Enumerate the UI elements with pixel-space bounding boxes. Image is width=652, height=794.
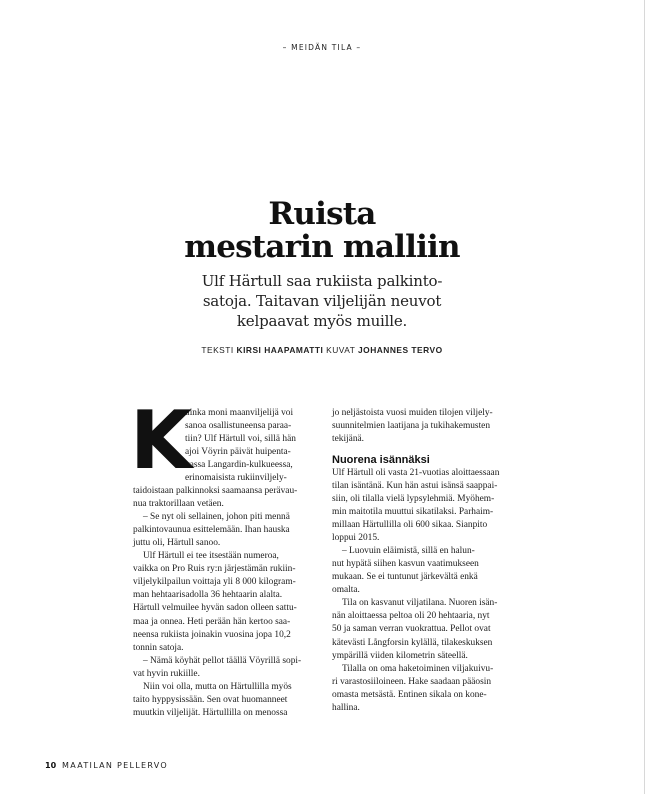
- text-line: Härtull velmuilee hyvän sadon olleen sattu-: [133, 603, 297, 614]
- text-line: min maitotila muuttui sikatilaksi. Parhaim-: [332, 507, 494, 518]
- text-line: maa ja onnea. Heti perään hän kertoo saa-: [133, 616, 291, 627]
- article-title: [0, 198, 644, 264]
- text-line: erinomaisista rukiinviljely-: [185, 473, 287, 484]
- text-line: omalta.: [332, 585, 360, 596]
- magazine-name: MAATILAN PELLERVO: [62, 761, 169, 770]
- text-line: vaikka on Pro Ruis ry:n järjestämän rukiin-: [133, 564, 296, 575]
- title-line: mestarin malliin: [184, 229, 460, 265]
- text-line: sanoa osallistuneensa paraa-: [185, 421, 292, 432]
- subheading: Nuorena isännäksi: [332, 454, 430, 467]
- text-line: neensa rukiista joinakin vuosina jopa 10,2: [133, 629, 291, 640]
- text-line: mukaan. Se ei tuntunut järkevältä enkä: [332, 572, 478, 583]
- text-line: uinka moni maanviljelijä voi: [185, 408, 294, 418]
- text-line: Niin voi olla, mutta on Härtullilla myös: [143, 681, 292, 692]
- lead-line: Ulf Härtull saa rukiista palkinto-: [201, 272, 443, 290]
- text-line: nut hypätä siihen kasvun vaatimukseen: [332, 559, 479, 570]
- body-column-left: [130, 394, 309, 720]
- article-lead: [0, 271, 644, 331]
- text-line: Ulf Härtull oli vasta 21-vuotias aloittaessaan: [332, 468, 500, 479]
- text-line: man hehtaarisadolla 36 hehtaarin alalta.: [133, 590, 283, 601]
- drop-cap: K: [130, 394, 192, 487]
- text-line: siin, oli tilalla vielä lypsylehmiä. Myöhem-: [332, 494, 495, 505]
- text-line: tonnin satoja.: [133, 642, 184, 653]
- text-line: Ulf Härtull ei tee itsestään numeroa,: [143, 551, 279, 562]
- page-number: 10: [45, 761, 57, 770]
- text-line: tekijänä.: [332, 434, 365, 445]
- text-line: millaan Härtullilla oli 600 sikaa. Sianpito: [332, 520, 488, 531]
- text-line: loppui 2015.: [332, 533, 380, 544]
- text-line: Tila on kasvanut viljatilana. Nuoren isän-: [342, 598, 498, 609]
- text-line: tiin? Ulf Härtull voi, sillä hän: [185, 434, 296, 445]
- text-line: palkintovaunua esittelemään. Ihan hauska: [133, 525, 290, 536]
- right-intro-lines: [332, 407, 512, 446]
- text-line: vat hyvin rukiille.: [133, 668, 200, 679]
- text-line: vassa Langardin-kulkueessa,: [185, 460, 293, 471]
- text-line: taidoistaan palkinnoksi saamaansa perävau-: [133, 486, 298, 497]
- title-line: Ruista: [268, 196, 376, 232]
- text-line: nän aloittaessa peltoa oli 20 hehtaaria, nyt: [332, 611, 490, 622]
- section-label: – MEIDÄN TILA –: [282, 43, 362, 52]
- text-line: 50 ja saman verran vuokrattua. Pellot ovat: [332, 624, 491, 635]
- text-line: kätevästi Långforsin kylällä, tilakeskuksen: [332, 637, 493, 648]
- text-line: – Se nyt oli sellainen, johon piti mennä: [143, 512, 290, 523]
- byline-photographer: JOHANNES TERVO: [358, 345, 443, 355]
- lead-line: satoja. Taitavan viljelijän neuvot: [202, 292, 442, 310]
- text-line: juttu oli, Härtull sanoo.: [133, 538, 221, 549]
- right-body-lines: [332, 467, 512, 715]
- text-line: taito hyppysissään. Sen ovat huomanneet: [133, 694, 288, 705]
- text-line: hallina.: [332, 702, 360, 713]
- byline-photo-label: KUVAT: [326, 345, 356, 355]
- text-line: omasta metsästä. Entinen sikala on kone-: [332, 689, 487, 700]
- text-line: ri varastosiiloineen. Hake saadaan pääosin: [332, 676, 492, 687]
- text-line: viljelykilpailun voittaja yli 8 000 kilogram-: [133, 577, 296, 588]
- text-line: tilan isäntänä. Kun hän astui isänsä saappai-: [332, 481, 498, 492]
- text-line: nua traktorillaan vetäen.: [133, 499, 224, 510]
- lead-line: kelpaavat myös muille.: [236, 312, 408, 330]
- byline-text-label: TEKSTI: [201, 345, 234, 355]
- text-line: suunnitelmien laatijana ja tukihakemusten: [332, 421, 491, 432]
- text-line: Tilalla on oma haketoiminen viljakuivu-: [342, 663, 494, 674]
- byline-author: KIRSI HAAPAMATTI: [236, 345, 324, 355]
- text-line: – Luovuin eläimistä, sillä en halun-: [342, 546, 475, 557]
- text-line: ympärillä viiden kilometrin säteellä.: [332, 650, 468, 661]
- text-line: ajoi Vöyrin päivät huipenta-: [185, 447, 291, 458]
- text-line: muutkin viljelijät. Härtullilla on menossa: [133, 707, 288, 718]
- text-line: – Nämä köyhät pellot täällä Vöyrillä sopi-: [143, 655, 302, 666]
- byline: [0, 345, 644, 355]
- text-line: jo neljästoista vuosi muiden tilojen viljely-: [332, 408, 493, 418]
- body-column-right: [332, 407, 512, 715]
